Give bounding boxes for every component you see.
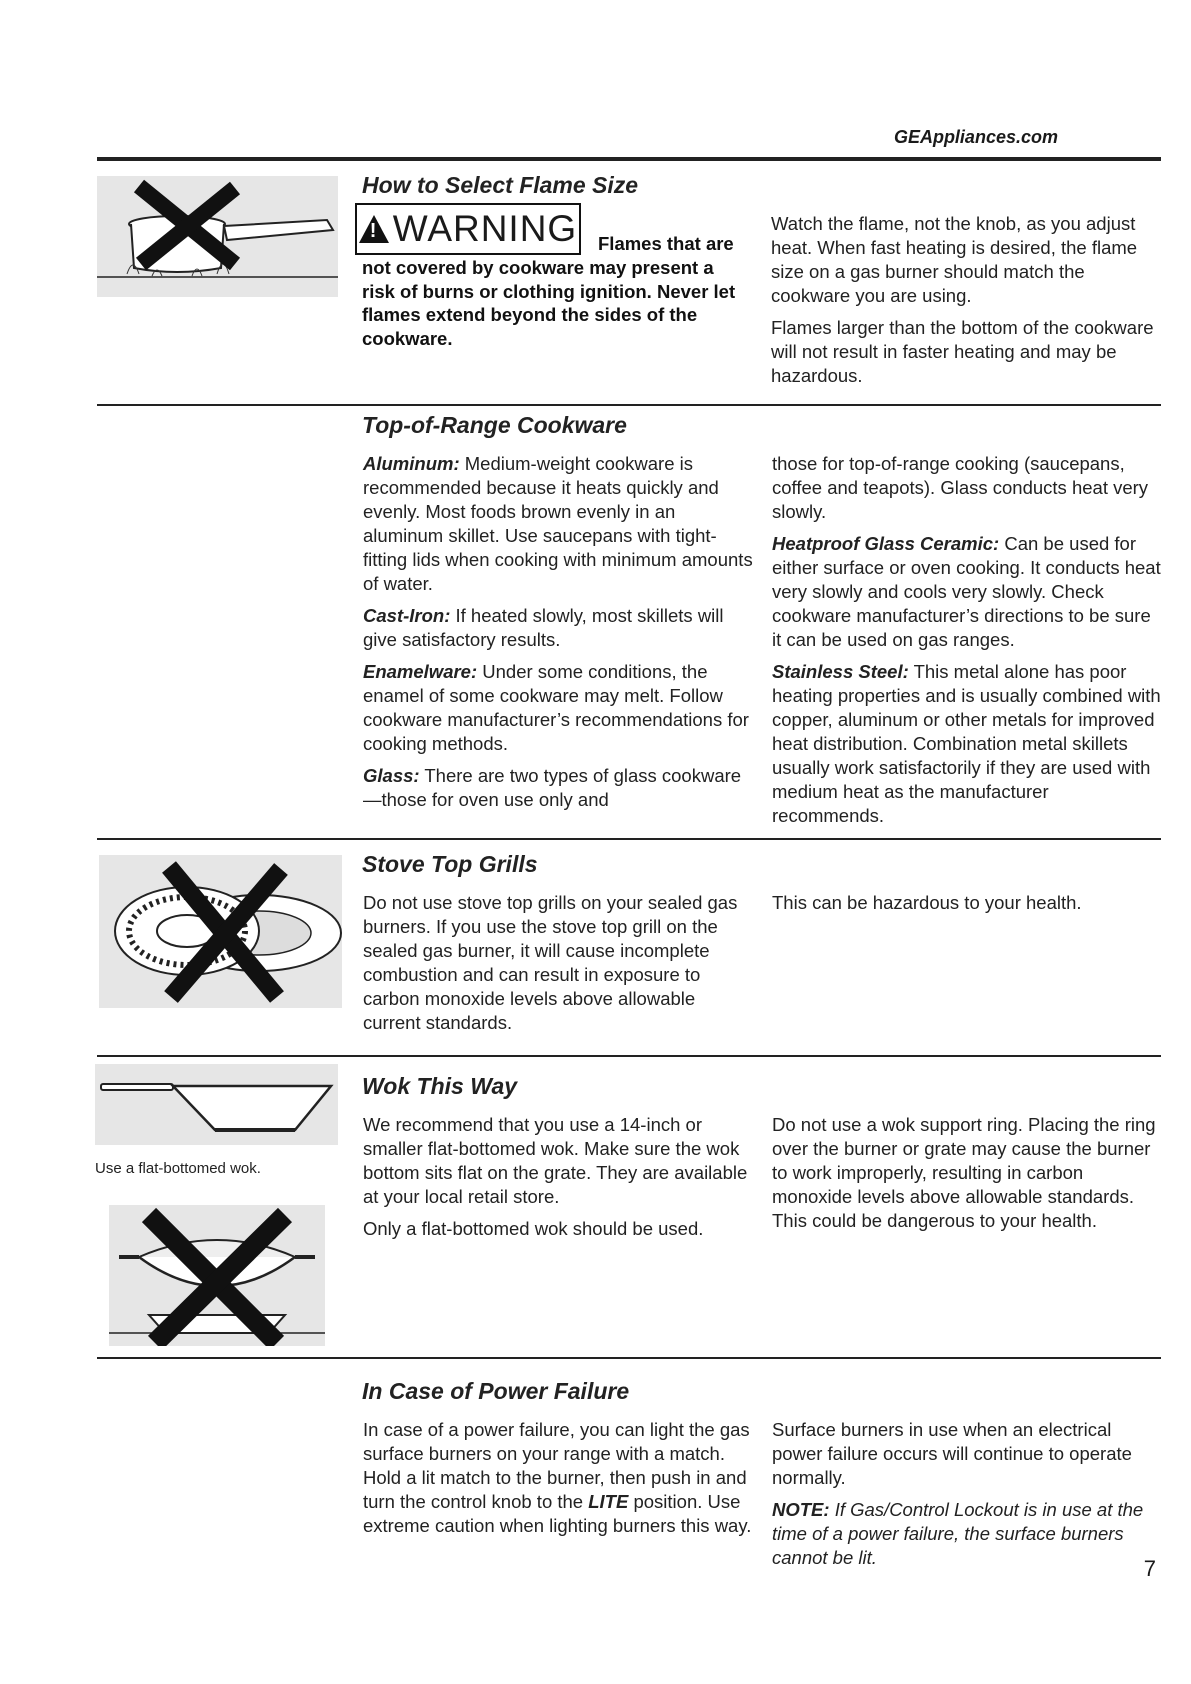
wok-support-ring-illustration — [109, 1205, 325, 1346]
enamel-text: Under some conditions, the enamel of some cookware may melt. Follow cookware manufacturer’s recommendations for cooking methods. — [363, 661, 749, 754]
cookware-right-column — [772, 452, 1164, 836]
glass-continued: those for top-of-range cooking (saucepans, coffee and teapots). Glass conducts heat very slowly. — [772, 453, 1149, 522]
lite-label: LITE — [588, 1491, 629, 1512]
wok-paragraph: Do not use a wok support ring. Placing the ring over the burner or grate may cause the burner to work improperly, resulting in carbon monoxide levels above allowable standards. This could be dangerous to your health. — [772, 1114, 1156, 1231]
enamel-paragraph — [363, 660, 753, 756]
glass-label: Glass: — [363, 765, 420, 786]
power-paragraph: Surface burners in use when an electrical power failure occurs will continue to operate normally. — [772, 1419, 1132, 1488]
warning-text: not covered by cookware may present a risk of burns or clothing ignition. Never let flames extend beyond the sides of the cookware. — [362, 257, 736, 349]
grills-paragraph: This can be hazardous to your health. — [772, 892, 1082, 913]
flame-right-column — [771, 212, 1163, 396]
power-right-column — [772, 1418, 1164, 1578]
grills-right-column — [772, 891, 1164, 923]
section-divider — [97, 1055, 1161, 1057]
wok-left-column — [363, 1113, 753, 1249]
ceramic-text: Can be used for either surface or oven cooking. It conducts heat very slowly and cools very slowly. Check cookware manufacturer’s directions to be sure it can be used on gas ranges. — [772, 533, 1161, 650]
wok-caption: Use a flat-bottomed wok. — [95, 1160, 261, 1177]
castiron-label: Cast-Iron: — [363, 605, 451, 626]
header-rule — [97, 157, 1161, 161]
flame-paragraph: Flames larger than the bottom of the cookware will not result in faster heating and may be hazardous. — [771, 317, 1154, 386]
saucepan-flame-illustration — [97, 176, 338, 297]
flame-paragraph: Watch the flame, not the knob, as you adjust heat. When fast heating is desired, the flame size on a gas burner should match the cookware you are using. — [771, 213, 1138, 306]
grills-left-column — [363, 891, 753, 1043]
ceramic-paragraph — [772, 532, 1164, 652]
flat-bottom-wok-illustration — [95, 1064, 338, 1145]
castiron-paragraph — [363, 604, 753, 652]
steel-paragraph — [772, 660, 1164, 828]
aluminum-paragraph — [363, 452, 753, 596]
grills-paragraph: Do not use stove top grills on your sealed gas burners. If you use the stove top grill on the sealed gas burner, it will cause incomplete combustion and can result in exposure to carbon monoxide levels above allowable current standards. — [363, 892, 738, 1033]
power-text: In case of a power failure, you can light the gas surface burners on your range with a match. Hold a lit match to the burner, then push in and turn the control knob to the — [363, 1419, 750, 1512]
warning-icon — [359, 215, 389, 243]
castiron-text: If heated slowly, most skillets will give satisfactory results. — [363, 605, 724, 650]
glass-text: There are two types of glass cookware—those for oven use only and — [363, 765, 742, 810]
wok-heading: Wok This Way — [362, 1073, 518, 1099]
warning-word: WARNING — [392, 208, 578, 249]
wok-paragraph: Only a flat-bottomed wok should be used. — [363, 1218, 704, 1239]
glass-paragraph — [363, 764, 753, 812]
section-divider — [97, 404, 1161, 406]
note-text: If Gas/Control Lockout is in use at the time of a power failure, the surface burners cannot be lit. — [772, 1499, 1144, 1568]
ceramic-label: Heatproof Glass Ceramic: — [772, 533, 1000, 554]
note-paragraph — [772, 1498, 1164, 1570]
aluminum-label: Aluminum: — [363, 453, 460, 474]
steel-label: Stainless Steel: — [772, 661, 909, 682]
cookware-heading: Top-of-Range Cookware — [362, 412, 627, 438]
steel-text: This metal alone has poor heating properties and is usually combined with copper, aluminum or other metals for improved heat distribution. Combination metal skillets usually work satisfactorily if they are used with medium heat as the manufacturer recommends. — [772, 661, 1161, 826]
note-label: NOTE: — [772, 1499, 830, 1520]
warning-label — [355, 203, 581, 255]
power-paragraph — [363, 1418, 753, 1538]
site-url: GEAppliances.com — [893, 127, 1058, 147]
stove-top-grill-illustration — [99, 855, 342, 1008]
wok-paragraph: We recommend that you use a 14-inch or smaller flat-bottomed wok. Make sure the wok bottom sits flat on the grate. They are available at your local retail store. — [363, 1114, 748, 1207]
power-left-column — [363, 1418, 753, 1546]
aluminum-text: Medium-weight cookware is recommended because it heats quickly and evenly. Most foods brown evenly in an aluminum skillet. Use saucepans with tight-fitting lids when cooking with minimum amounts of water. — [363, 453, 753, 594]
wok-right-column — [772, 1113, 1164, 1241]
warning-lead: Flames that are — [598, 233, 734, 254]
grills-heading: Stove Top Grills — [362, 851, 538, 877]
section-divider — [97, 1357, 1161, 1359]
power-heading: In Case of Power Failure — [362, 1378, 630, 1404]
power-text: position. Use extreme caution when lighting burners this way. — [363, 1491, 752, 1536]
cookware-left-column — [363, 452, 753, 820]
section-divider — [97, 838, 1161, 840]
enamel-label: Enamelware: — [363, 661, 478, 682]
flame-size-heading: How to Select Flame Size — [362, 172, 639, 198]
page-number: 7 — [1143, 1556, 1156, 1581]
